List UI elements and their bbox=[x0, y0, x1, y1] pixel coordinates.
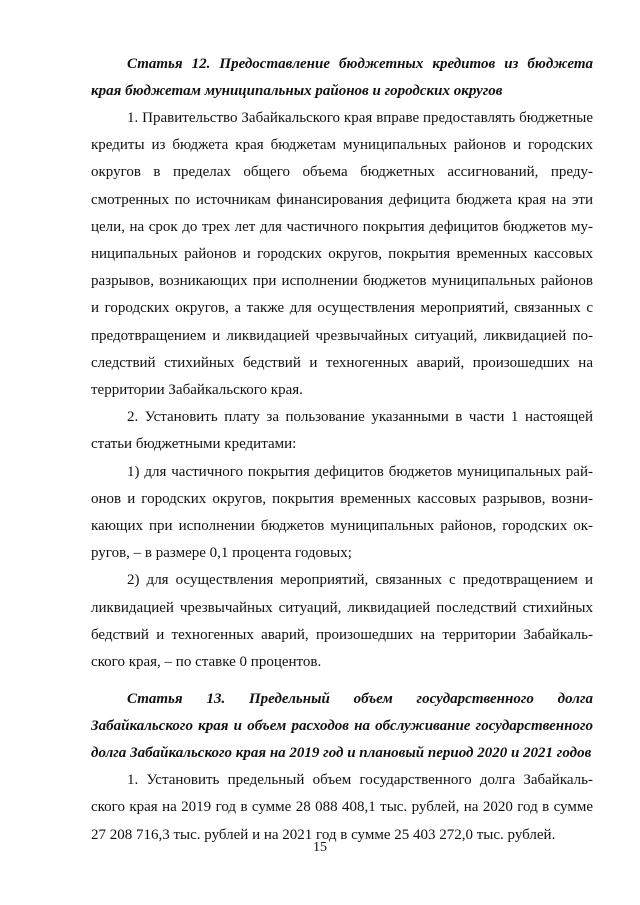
article-13-heading: Статья 13. Предельный объем государственного долга Забайкальского края и объем расходов на обслуживание государственного долга Забайкальского края на 2019 год и плановый период 2020 и 2021 годов bbox=[91, 691, 593, 762]
article-12-item-2: 2) для осуществления мероприятий, связанных с предотвращением и ликвидацией чрезвычайных ситуаций, ликвидацией последствий стихийных бедствий и техногенных аварий, произошедших на территории Забайкальского края, – по ставке 0 процентов. bbox=[91, 572, 593, 671]
article-12-paragraph-1: 1. Правительство Забайкальского края вправе предоставлять бюджетные кредиты из бюджета края бюджетам муниципальных районов и городских округов в пределах общего объема бюджетных ассигнований, предусмотренных по источникам финансирования дефицита бюджета края на эти цели, на срок до трех лет для частичного покрытия дефицитов бюджетов муниципальных районов и городских округов, покрытия временных кассовых разрывов, возникающих при исполнении бюджетов муниципальных районов и городских округов, а также для осуществления мероприятий, связанных с предотвращением и ликвидацией чрезвычайных ситуаций, ликвидацией последствий стихийных бедствий и техногенных аварий, произошедших на территории Забайкальского края. bbox=[91, 110, 593, 399]
page-number: 15 bbox=[313, 840, 327, 855]
article-13-paragraph-1: 1. Установить предельный объем государственного долга Забайкальского края на 2019 год в сумме 28 088 408,1 тыс. рублей, на 2020 год в сумме 27 208 716,3 тыс. рублей и на 2021 год в сумме 25 403 272,0 тыс. рублей. bbox=[91, 772, 593, 843]
article-12-paragraph-2: 2. Установить плату за пользование указанными в части 1 настоящей статьи бюджетными кредитами: bbox=[91, 409, 593, 453]
document-page bbox=[91, 51, 593, 849]
article-12-item-1: 1) для частичного покрытия дефицитов бюджетов муниципальных районов и городских округов, покрытия временных кассовых разрывов, возникающих при исполнении бюджетов муниципальных районов, городских округов, – в размере 0,1 процента годовых; bbox=[91, 463, 593, 562]
article-12-heading: Статья 12. Предоставление бюджетных кредитов из бюджета края бюджетам муниципальных районов и городских округов bbox=[91, 56, 593, 99]
